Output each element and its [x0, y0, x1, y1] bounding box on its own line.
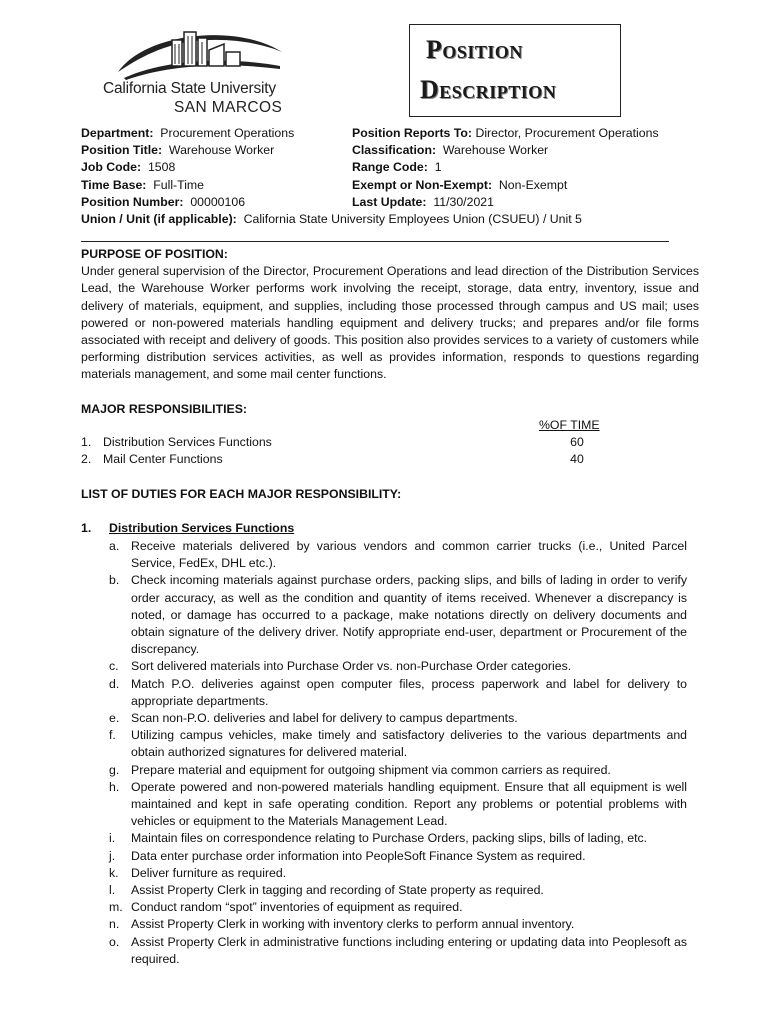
- duty-text: Assist Property Clerk in administrative functions including entering or updating data into Peoplesoft as required.: [131, 934, 687, 966]
- meta-right-column: [352, 125, 659, 211]
- last-update-label: Last Update:: [352, 194, 427, 209]
- title-box: [409, 24, 621, 117]
- duty-letter: h.: [109, 779, 120, 794]
- major-item-number: 1.: [81, 435, 92, 449]
- duty-item: [109, 934, 687, 968]
- purpose-section: [81, 246, 699, 384]
- major-item-number: 2.: [81, 452, 92, 466]
- major-item-label: Mail Center Functions: [103, 452, 223, 466]
- duty-letter: i.: [109, 831, 116, 846]
- logo-university-name: California State University: [103, 80, 276, 97]
- duties-section-title: Distribution Services Functions: [109, 521, 295, 535]
- reports-to-label: Position Reports To:: [352, 126, 473, 140]
- major-item-label: Distribution Services Functions: [103, 435, 272, 449]
- last-update-row: [352, 194, 659, 211]
- purpose-text: Under general supervision of the Director, Procurement Operations and lead direction of the Distribution Services Lead, the Warehouse Worker performs work involving the receipt, storage, data entry, inventory, issue and delivery of materials, equipment, and supplies, including those processed through campus and US mail; uses powered or non-powered materials handling equipment and delivery trucks; and prepares and/or file forms associated with receipt and delivery of goods. This position also provides services to a variety of customers while performing distribution services activities, as well as provides information, responds to questions regarding materials management, and some mail center functions.: [81, 264, 699, 382]
- department-value: Procurement Operations: [160, 126, 295, 140]
- major-item-percent: 40: [570, 452, 584, 466]
- major-responsibilities-heading: MAJOR RESPONSIBILITIES:: [81, 402, 248, 416]
- position-title-value: Warehouse Worker: [168, 143, 275, 158]
- campus-skyline-logo-icon: [114, 22, 284, 82]
- job-code-row: [81, 159, 294, 176]
- classification-row: [352, 142, 659, 159]
- duty-letter: a.: [109, 539, 120, 553]
- range-code-value: 1: [434, 160, 442, 175]
- percent-of-time-header: %OF TIME: [539, 418, 600, 432]
- major-item-percent: 60: [570, 435, 584, 449]
- job-code-value: 1508: [147, 160, 176, 175]
- title-line-1: Position: [426, 35, 523, 64]
- duty-item: [109, 848, 687, 865]
- exempt-value: Non-Exempt: [498, 177, 568, 192]
- section-divider: [81, 241, 669, 242]
- logo-campus-name: SAN MARCOS: [174, 99, 283, 116]
- duty-text: Match P.O. deliveries against open computer files, process paperwork and label for delivery to appropriate departments.: [131, 676, 687, 708]
- duty-item: [109, 899, 687, 916]
- duty-item: [109, 727, 687, 761]
- duty-item: [109, 658, 687, 675]
- duty-letter: n.: [109, 917, 120, 932]
- duty-letter: k.: [109, 865, 119, 880]
- duty-letter: l.: [109, 883, 116, 898]
- duty-letter: j.: [109, 848, 116, 863]
- duty-item: [109, 865, 687, 882]
- exempt-label: Exempt or Non-Exempt:: [352, 177, 493, 192]
- duty-item: [109, 572, 687, 658]
- classification-label: Classification:: [352, 143, 437, 158]
- reports-to-row: [352, 125, 659, 142]
- time-base-value: Full-Time: [153, 177, 205, 192]
- range-code-label: Range Code:: [352, 160, 428, 175]
- job-code-label: Job Code:: [81, 160, 142, 175]
- duty-text: Prepare material and equipment for outgoing shipment via common carriers as required.: [131, 762, 611, 777]
- duties-list: [109, 538, 687, 968]
- duty-letter: e.: [109, 711, 120, 726]
- duty-text: Deliver furniture as required.: [131, 865, 287, 880]
- duty-text: Assist Property Clerk in tagging and recording of State property as required.: [131, 883, 544, 898]
- position-number-label: Position Number:: [81, 194, 184, 209]
- department-label: Department:: [81, 126, 154, 140]
- reports-to-value: Director, Procurement Operations: [475, 126, 659, 140]
- position-number-row: [81, 194, 294, 211]
- union-row: [81, 211, 582, 228]
- time-base-label: Time Base:: [81, 177, 147, 192]
- major-responsibility-row: [81, 452, 601, 469]
- duty-text: Operate powered and non-powered materials handling equipment. Ensure that all equipment is well maintained and kept in safe operating condition. Report any problems or potential problems with vehicles or equipment to the Materials Management Lead.: [131, 779, 687, 829]
- duty-letter: c.: [109, 659, 119, 674]
- union-label: Union / Unit (if applicable):: [81, 212, 237, 226]
- position-title-row: [81, 142, 294, 159]
- major-responsibility-row: [81, 435, 601, 452]
- duty-text: Scan non-P.O. deliveries and label for delivery to campus departments.: [131, 711, 518, 726]
- duty-item: [109, 538, 687, 572]
- duty-letter: f.: [109, 728, 116, 743]
- duty-text: Utilizing campus vehicles, make timely and satisfactory deliveries to the various departments and obtain authorized signatures for delivered material.: [131, 728, 687, 760]
- purpose-heading: PURPOSE OF POSITION:: [81, 247, 228, 261]
- duty-text: Conduct random “spot” inventories of equipment as required.: [131, 900, 463, 915]
- position-title-label: Position Title:: [81, 143, 163, 158]
- duty-text: Receive materials delivered by various vendors and common carrier trucks (i.e., United Parcel Service, FedEx, DHL etc.).: [131, 539, 687, 571]
- last-update-value: 11/30/2021: [433, 194, 494, 209]
- duty-letter: b.: [109, 573, 120, 588]
- duty-item: [109, 710, 687, 727]
- duty-item: [109, 830, 687, 847]
- duties-section-number: 1.: [81, 521, 92, 535]
- csusm-logo: [100, 22, 300, 118]
- classification-value: Warehouse Worker: [442, 143, 549, 158]
- duty-letter: d.: [109, 676, 120, 691]
- exempt-row: [352, 177, 659, 194]
- duty-letter: o.: [109, 934, 120, 949]
- range-code-row: [352, 159, 659, 176]
- duty-item: [109, 762, 687, 779]
- title-line-2: Description: [420, 75, 557, 104]
- duty-text: Check incoming materials against purchase orders, packing slips, and bills of lading in order to verify order accuracy, as well as the condition and quantity of items received. Whenever a discrepancy is noted, or damage has occurred to a package, make notations directly on delivery documents and obtain signature of the delivery driver. Notify appropriate end-user, department or Procurement of the discrepancy.: [131, 573, 687, 657]
- duties-heading: LIST OF DUTIES FOR EACH MAJOR RESPONSIBILITY:: [81, 487, 402, 501]
- duty-text: Sort delivered materials into Purchase Order vs. non-Purchase Order categories.: [131, 659, 572, 674]
- duty-item: [109, 882, 687, 899]
- duty-text: Maintain files on correspondence relating to Purchase Orders, packing slips, bills of lading, etc.: [131, 831, 648, 846]
- position-number-value: 00000106: [190, 194, 246, 209]
- duty-text: Data enter purchase order information into PeopleSoft Finance System as required.: [131, 848, 586, 863]
- duty-letter: m.: [109, 900, 123, 915]
- duty-text: Assist Property Clerk in working with inventory clerks to perform annual inventory.: [131, 917, 575, 932]
- meta-left-column: [81, 125, 294, 211]
- duty-letter: g.: [109, 762, 120, 777]
- union-value: California State University Employees Union (CSUEU) / Unit 5: [243, 212, 582, 226]
- duty-item: [109, 676, 687, 710]
- time-base-row: [81, 177, 294, 194]
- duty-item: [109, 916, 687, 933]
- duty-item: [109, 779, 687, 831]
- department-row: [81, 125, 294, 142]
